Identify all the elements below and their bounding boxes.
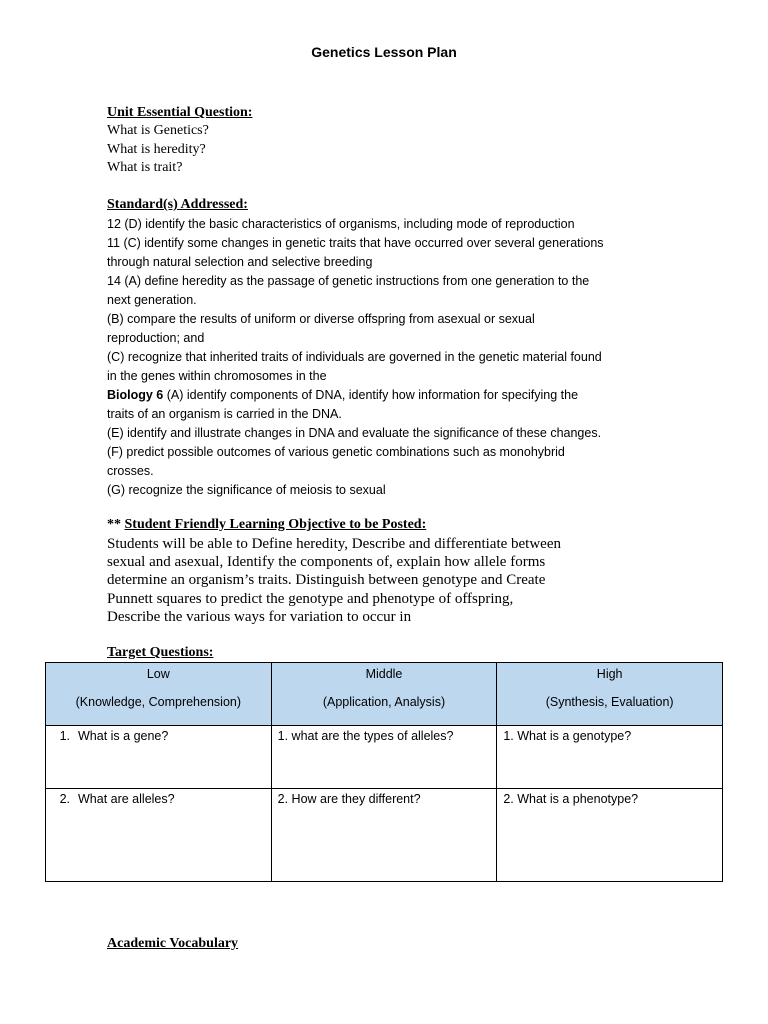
standard-line: (G) recognize the significance of meiosis to sexual (107, 483, 386, 497)
objective-line: sexual and asexual, Identify the components of, explain how allele forms (107, 554, 546, 571)
standard-line: in the genes within chromosomes in the (107, 369, 327, 383)
standard-line: crosses. (107, 464, 154, 478)
column-desc: (Knowledge, Comprehension) (75, 695, 242, 709)
table-cell-low (46, 726, 272, 789)
table-row (46, 726, 723, 789)
table-cell-low (46, 789, 272, 882)
standard-line: 12 (D) identify the basic characteristics of organisms, including mode of reproduction (107, 217, 575, 231)
essential-question: What is heredity? (107, 141, 206, 157)
question-text: 1. what are the types of alleles? (277, 729, 454, 743)
standards-heading: Standard(s) Addressed: (107, 197, 248, 212)
academic-vocabulary-heading: Academic Vocabulary (107, 936, 239, 951)
standard-line: reproduction; and (107, 331, 205, 345)
target-questions-table (45, 662, 723, 882)
essential-question: What is trait? (107, 160, 183, 175)
item-number: 1. (59, 729, 70, 743)
essential-question-list (107, 122, 209, 178)
standard-line: traits of an organism is carried in the DNA. (107, 407, 342, 421)
objective-heading-text: Student Friendly Learning Objective to be Posted: (124, 517, 427, 532)
question-text: What are alleles? (78, 792, 175, 806)
target-questions-heading: Target Questions: (107, 645, 214, 660)
standard-line: through natural selection and selective breeding (107, 255, 373, 269)
column-header-middle (271, 663, 497, 726)
column-level: High (596, 667, 623, 681)
objective-text (107, 535, 677, 626)
standard-line: 14 (A) define heredity as the passage of genetic instructions from one generation to the (107, 274, 590, 288)
standard-line-text: (A) identify components of DNA, identify how information for specifying the (166, 388, 579, 402)
standard-line: 11 (C) identify some changes in genetic traits that have occurred over several generations (107, 236, 604, 250)
table-cell-high (497, 726, 723, 789)
table-header-row (46, 663, 723, 726)
question-text: 2. How are they different? (277, 792, 421, 806)
objective-line: determine an organism’s traits. Distinguish between genotype and Create (107, 572, 546, 589)
standard-line: (B) compare the results of uniform or diverse offspring from asexual or sexual (107, 312, 535, 326)
column-level: Low (146, 667, 170, 681)
standard-line: next generation. (107, 293, 197, 307)
table-cell-middle (271, 726, 497, 789)
standard-line: (E) identify and illustrate changes in DNA and evaluate the significance of these changes. (107, 426, 602, 440)
question-text: 2. What is a phenotype? (503, 792, 639, 806)
page-title: Genetics Lesson Plan (311, 44, 457, 60)
question-text: What is a gene? (78, 729, 169, 743)
table-cell-middle (271, 789, 497, 882)
column-desc: (Synthesis, Evaluation) (545, 695, 674, 709)
standards-list (107, 215, 677, 500)
column-desc: (Application, Analysis) (322, 695, 446, 709)
essential-question: What is Genetics? (107, 123, 209, 138)
question-text: 1. What is a genotype? (503, 729, 632, 743)
column-header-low (46, 663, 272, 726)
table-row (46, 789, 723, 882)
table-cell-high (497, 789, 723, 882)
standard-line: (F) predict possible outcomes of various genetic combinations such as monohybrid (107, 445, 565, 459)
item-number: 2. (59, 792, 70, 806)
objective-heading (107, 517, 426, 533)
standard-line: (C) recognize that inherited traits of individuals are governed in the genetic material found (107, 350, 602, 364)
essential-question-heading: Unit Essential Question: (107, 105, 253, 120)
objective-line: Describe the various ways for variation to occur in (107, 608, 412, 625)
objective-stars: ** (107, 517, 121, 532)
objective-line: Punnett squares to predict the genotype and phenotype of offspring, (107, 590, 514, 607)
column-header-high (497, 663, 723, 726)
standard-line (107, 386, 677, 405)
objective-line: Students will be able to Define heredity, Describe and differentiate between (107, 536, 561, 552)
column-level: Middle (365, 667, 403, 681)
standard-bold-prefix: Biology 6 (107, 388, 164, 402)
